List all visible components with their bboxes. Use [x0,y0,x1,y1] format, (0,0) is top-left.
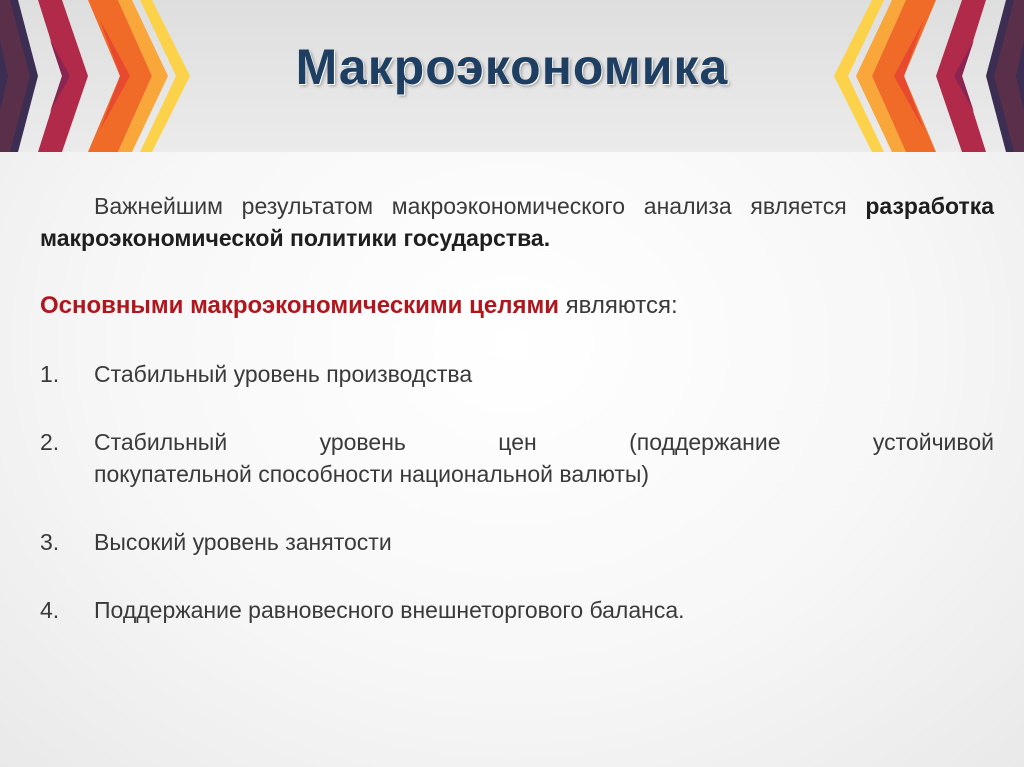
intro-bold-text: разработка макроэкономической политики государства. [40,193,995,251]
list-item-text: Высокий уровень занятости [94,529,392,555]
list-item [40,426,994,490]
goals-heading-rest: являются: [565,292,678,319]
goals-list [40,358,994,626]
list-item [40,358,994,390]
list-item-number: 2. [40,429,60,455]
intro-paragraph [40,190,994,254]
list-item [40,526,994,558]
list-item-text: Поддержание равновесного внешнеторгового баланса. [94,597,685,623]
list-item-text: Стабильный уровень производства [94,361,473,387]
list-item-text: Стабильный уровень цен (поддержание устойчивой [94,429,994,455]
slide-body [40,190,994,626]
slide-title: Макроэкономика [295,39,729,95]
goals-heading [40,290,994,322]
list-item [40,594,994,626]
intro-text: Важнейшим результатом макроэкономического анализа является [94,193,847,219]
goals-heading-accent: Основными макроэкономическими целями [40,292,559,319]
list-item-number: 1. [40,361,60,387]
list-item-text-continued: покупательной способности национальной валюты) [94,461,650,487]
list-item-number: 4. [40,597,60,623]
list-item-number: 3. [40,529,60,555]
